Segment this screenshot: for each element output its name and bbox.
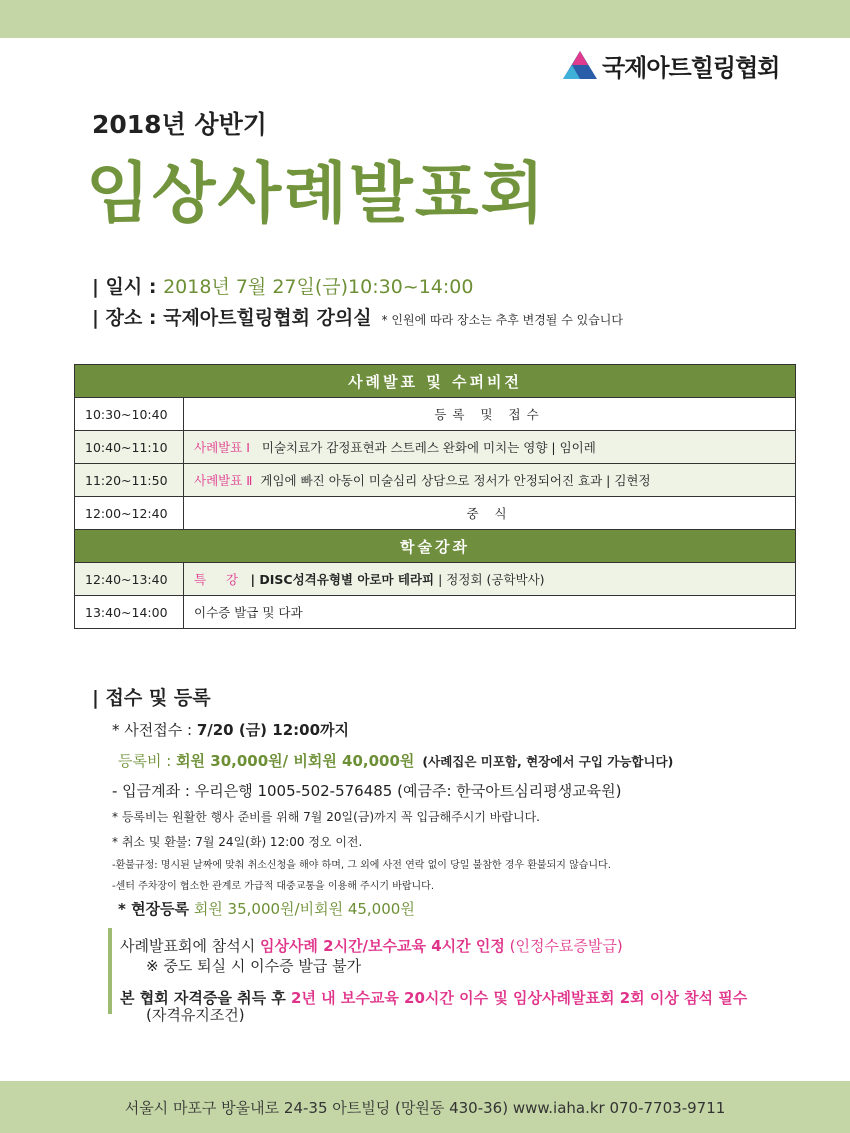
session-title: | DISC성격유형별 아로마 테라피 [246,572,435,587]
credit-line-2: ※ 중도 퇴실 시 이수증 발급 불가 [146,957,362,975]
time-cell: 10:40~11:10 [75,431,184,464]
session-title: 게임에 빠진 아동이 미술심리 상담으로 정서가 안정되어진 효과 [260,473,603,488]
table-row [75,596,796,629]
date-value: 2018년 7월 27일(금)10:30~14:00 [163,276,474,298]
content-cell: 중 식 [184,497,796,530]
time-cell: 10:30~10:40 [75,398,184,431]
table-row [75,398,796,431]
onsite-registration [118,898,415,919]
time-cell: 12:40~13:40 [75,563,184,596]
section-header: 학술강좌 [75,530,796,563]
table-row [75,464,796,497]
fee-value: 회원 30,000원/ 비회원 40,000원 [176,752,415,770]
session-tag: 사례발표 Ⅱ [194,473,253,488]
event-subtitle: 2018년 상반기 [92,110,267,139]
credit-line-3: 본 협회 자격증을 취득 후 2년 내 보수교육 20시간 이수 및 임상사례발표회 2회 이상 참석 필수 [120,989,748,1007]
presenter: | 김현정 [602,473,651,488]
session-title: 미술치료가 감정표현과 스트레스 완화에 미치는 영향 [261,440,548,455]
pre-registration [112,719,349,740]
time-cell: 11:20~11:50 [75,464,184,497]
event-title: 임상사례발표회 [86,155,547,232]
fee-line [118,750,673,771]
fee-label: 등록비 : [118,752,177,770]
content-cell [184,563,796,596]
parking-note: -센터 주차장이 협소한 관계로 가급적 대중교통을 이용해 주시기 바랍니다. [112,881,435,892]
footer-address: 서울시 마포구 방울내로 24-35 아트빌딩 (망원동 430-36) www.iaha.kr 070-7703-9711 [124,1099,726,1117]
pre-registration-label: * 사전접수 : [112,721,197,739]
fee-note: (사례집은 미포함, 현장에서 구입 가능합니다) [422,754,674,769]
deposit-note: * 등록비는 원활한 행사 준비를 위해 7월 20일(금)까지 꼭 입금해주시기 바랍니다. [112,810,540,824]
credits-accent-bar [108,928,112,1014]
presenter: | 임이레 [547,440,596,455]
content-cell [184,431,796,464]
triangle-logo-icon [562,50,598,80]
content-cell [184,464,796,497]
date-label: | 일시 : [92,276,164,298]
session-tag: 사례발표 Ⅰ [194,440,250,455]
registration-heading: | 접수 및 등록 [92,687,211,709]
table-row [75,431,796,464]
schedule-table [74,364,796,629]
session-tag: 특 강 [194,572,247,587]
cancel-note: * 취소 및 환불: 7월 24일(화) 12:00 정오 이전. [112,835,363,849]
section-header: 사례발표 및 수퍼비전 [75,365,796,398]
credit-line-1: 사례발표회에 참석시 임상사례 2시간/보수교육 4시간 인정 (인정수료증발급) [120,937,623,955]
time-cell: 13:40~14:00 [75,596,184,629]
org-name: 국제아트힐링협회 [602,53,780,82]
credit-line-4: (자격유지조건) [146,1006,245,1024]
account-line: - 입금계좌 : 우리은행 1005-502-576485 (예금주: 한국아트심리평생교육원) [112,782,622,800]
table-row [75,497,796,530]
place-note: * 인원에 따라 장소는 추후 변경될 수 있습니다 [381,313,623,327]
content-cell: 등록 및 접수 [184,398,796,431]
top-band [0,0,850,38]
place-label: | 장소 : 국제아트힐링협회 강의실 [92,307,372,329]
time-cell: 12:00~12:40 [75,497,184,530]
content-cell: 이수증 발급 및 다과 [184,596,796,629]
pre-registration-value: 7/20 (금) 12:00까지 [196,721,349,739]
onsite-label: * 현장등록 [118,900,190,918]
onsite-value: 회원 35,000원/비회원 45,000원 [193,900,415,918]
org-logo [562,48,779,82]
date-line [92,272,473,299]
credit-emphasis: 임상사례 2시간/보수교육 4시간 인정 [259,937,505,955]
presenter: | 정정회 (공학박사) [434,572,545,587]
credit-requirement: 2년 내 보수교육 20시간 이수 및 임상사례발표회 2회 이상 참석 필수 [291,989,748,1007]
place-line [92,303,623,330]
table-row [75,563,796,596]
refund-rule: -환불규정: 명시된 날짜에 맞춰 취소신청을 해야 하며, 그 외에 사전 연락 없이 당일 불참한 경우 환불되지 않습니다. [112,860,611,871]
